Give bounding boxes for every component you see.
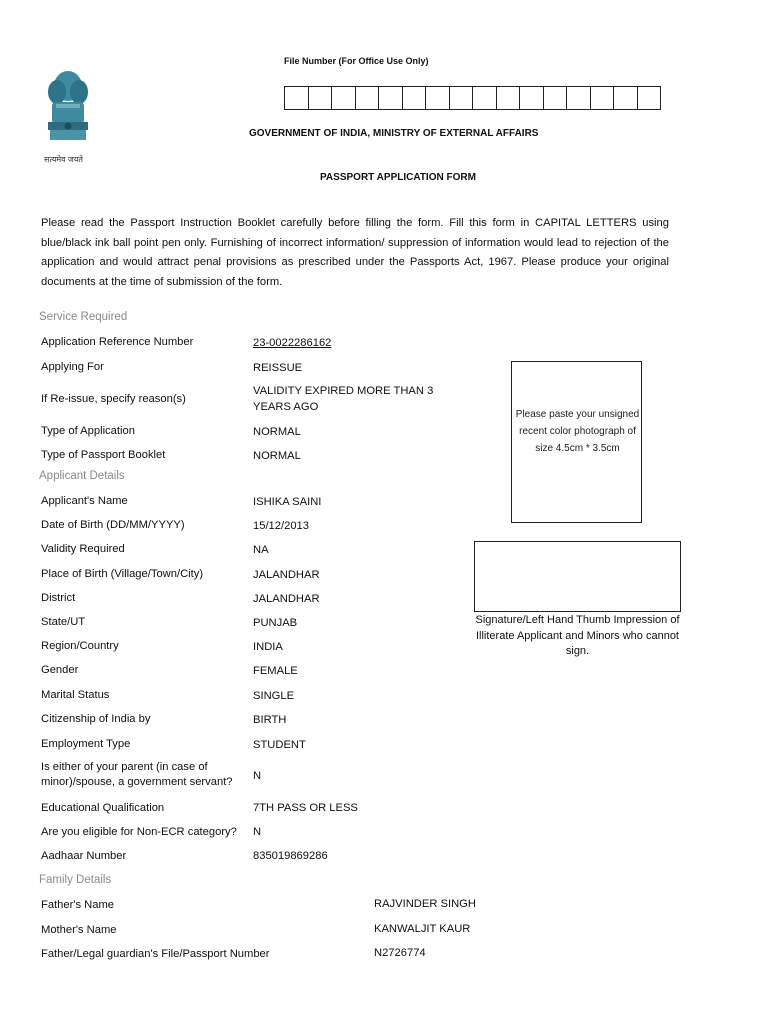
- dob-value: 15/12/2013: [253, 520, 309, 532]
- booklet-type-label: Type of Passport Booklet: [41, 449, 166, 461]
- employment-value: STUDENT: [253, 739, 306, 751]
- application-type-value: NORMAL: [253, 426, 301, 438]
- education-label: Educational Qualification: [41, 802, 165, 814]
- emblem-caption: सत्यमेव जयते: [44, 155, 83, 164]
- section-service-required: Service Required: [39, 311, 128, 323]
- validity-value: NA: [253, 544, 269, 556]
- instructions-paragraph: Please read the Passport Instruction Booklet carefully before filling the form. Fill this form in CAPITAL LETTERS using blue/black ink ball point pen only. Furnishing of incorrect information/ suppression of information would lead to rejection of the application and would attract penal provisions as prescribed under the Passports Act, 1967. Please produce your original documents at the time of submission of the form.: [41, 217, 669, 288]
- aadhaar-label: Aadhaar Number: [41, 850, 127, 862]
- applying-value: REISSUE: [253, 362, 303, 374]
- reason-value: VALIDITY EXPIRED MORE THAN 3 YEARS AGO: [253, 385, 434, 413]
- marital-status-label: Marital Status: [41, 689, 110, 701]
- file-number-box: [356, 87, 380, 109]
- gender-label: Gender: [41, 664, 79, 676]
- applicant-name-value: ISHIKA SAINI: [253, 496, 322, 508]
- citizenship-value: BIRTH: [253, 714, 287, 726]
- non-ecr-value: N: [253, 826, 262, 838]
- place-of-birth-value: JALANDHAR: [253, 569, 320, 581]
- state-label: State/UT: [41, 616, 86, 628]
- ref-value: 23-0022286162: [253, 337, 332, 349]
- file-number-box: [450, 87, 474, 109]
- file-number-box: [520, 87, 544, 109]
- non-ecr-label: Are you eligible for Non-ECR category?: [41, 826, 237, 838]
- guardian-file-label: Father/Legal guardian's File/Passport Number: [41, 948, 270, 960]
- file-number-box: [473, 87, 497, 109]
- file-number-box: [544, 87, 568, 109]
- applying-label: Applying For: [41, 361, 104, 373]
- aadhaar-value: 835019869286: [253, 850, 328, 862]
- form-title: PASSPORT APPLICATION FORM: [320, 172, 476, 183]
- reason-label: If Re-issue, specify reason(s): [41, 393, 186, 405]
- government-heading: GOVERNMENT OF INDIA, MINISTRY OF EXTERNAL AFFAIRS: [249, 128, 539, 139]
- district-label: District: [41, 592, 76, 604]
- employment-label: Employment Type: [41, 738, 131, 750]
- photo-box: [511, 361, 642, 523]
- district-value: JALANDHAR: [253, 593, 320, 605]
- file-number-box: [285, 87, 309, 109]
- citizenship-label: Citizenship of India by: [41, 713, 151, 725]
- file-number-box: [614, 87, 638, 109]
- file-number-box: [638, 87, 662, 109]
- file-number-box: [309, 87, 333, 109]
- place-of-birth-label: Place of Birth (Village/Town/City): [41, 568, 204, 580]
- applicant-name-label: Applicant's Name: [41, 495, 128, 507]
- ref-label: Application Reference Number: [41, 336, 194, 348]
- father-name-value: RAJVINDER SINGH: [374, 898, 476, 910]
- validity-label: Validity Required: [41, 543, 125, 555]
- mother-name-label: Mother's Name: [41, 924, 117, 936]
- state-value: PUNJAB: [253, 617, 298, 629]
- application-type-label: Type of Application: [41, 425, 135, 437]
- section-applicant-details: Applicant Details: [39, 470, 125, 482]
- section-family-details: Family Details: [39, 874, 112, 886]
- file-number-box: [567, 87, 591, 109]
- govt-servant-label: Is either of your parent (in case of minor)/spouse, a government servant?: [41, 761, 233, 788]
- signature-box: [474, 541, 681, 612]
- file-number-label: File Number (For Office Use Only): [284, 56, 429, 66]
- dob-label: Date of Birth (DD/MM/YYYY): [41, 519, 185, 531]
- guardian-file-value: N2726774: [374, 947, 426, 959]
- file-number-box: [379, 87, 403, 109]
- national-emblem-icon: [38, 66, 98, 168]
- file-number-box: [332, 87, 356, 109]
- signature-caption: Signature/Left Hand Thumb Impression of Illiterate Applicant and Minors who cannot sign.: [475, 614, 680, 657]
- file-number-boxes: [284, 86, 661, 110]
- photo-instruction: Please paste your unsigned recent color photograph of size 4.5cm * 3.5cm: [515, 409, 640, 454]
- govt-servant-value: N: [253, 770, 262, 782]
- file-number-box: [591, 87, 615, 109]
- mother-name-value: KANWALJIT KAUR: [374, 923, 471, 935]
- gender-value: FEMALE: [253, 665, 298, 677]
- booklet-type-value: NORMAL: [253, 450, 301, 462]
- education-value: 7TH PASS OR LESS: [253, 802, 358, 814]
- file-number-box: [403, 87, 427, 109]
- file-number-box: [497, 87, 521, 109]
- father-name-label: Father's Name: [41, 899, 115, 911]
- region-value: INDIA: [253, 641, 283, 653]
- region-label: Region/Country: [41, 640, 119, 652]
- file-number-box: [426, 87, 450, 109]
- marital-status-value: SINGLE: [253, 690, 295, 702]
